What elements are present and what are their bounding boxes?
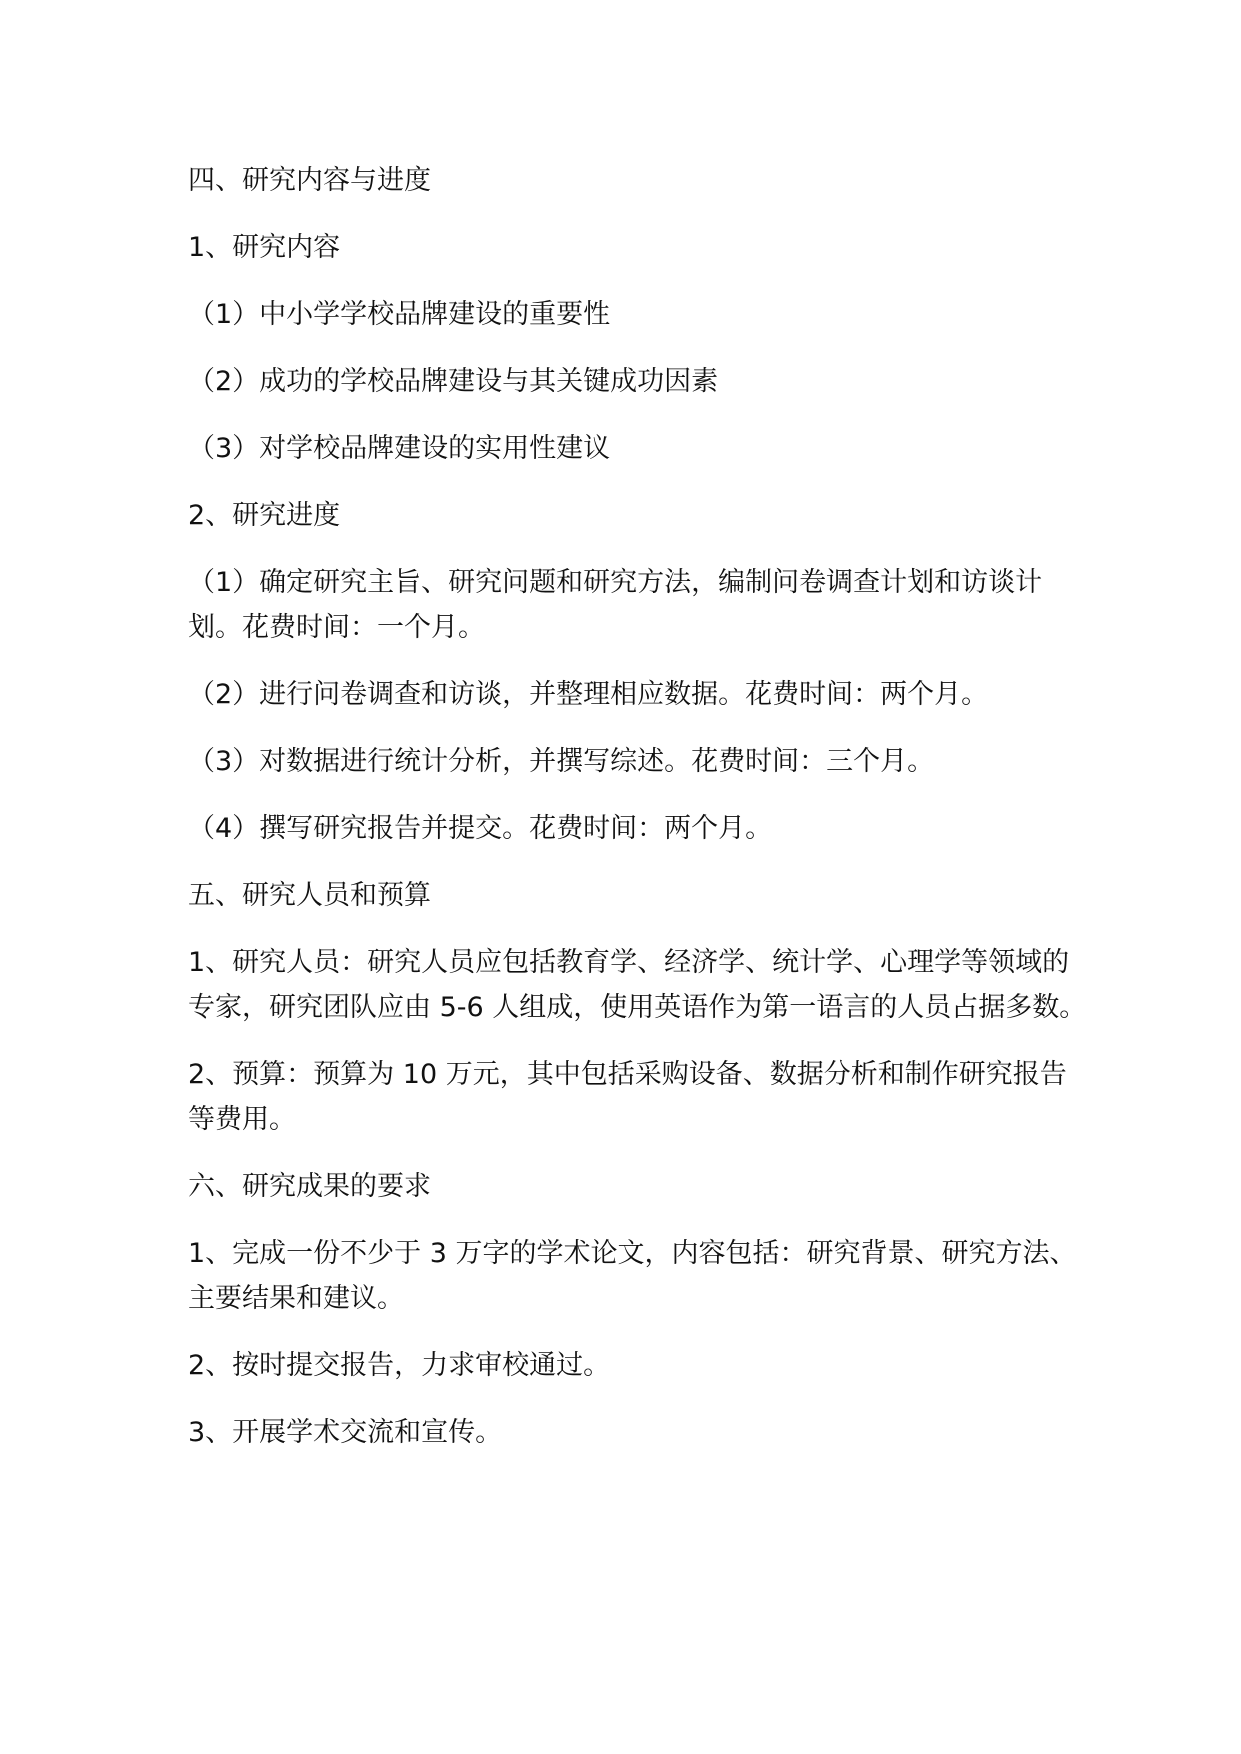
document-body	[188, 158, 1088, 1477]
body-paragraph: 3、开展学术交流和宣传。	[188, 1417, 503, 1448]
subsection-heading-research-progress: 2、研究进度	[188, 500, 341, 531]
list-item: （3）对数据进行统计分析，并撰写综述。花费时间：三个月。	[188, 746, 935, 777]
body-paragraph: 1、研究人员：研究人员应包括教育学、经济学、统计学、心理学等领域的专家，研究团队应由 5-6 人组成，使用英语作为第一语言的人员占据多数。	[188, 947, 1087, 1023]
list-item: （2）成功的学校品牌建设与其关键成功因素	[188, 366, 719, 397]
section-heading-5: 五、研究人员和预算	[188, 880, 431, 911]
list-item: （3）对学校品牌建设的实用性建议	[188, 433, 611, 464]
body-paragraph: 1、完成一份不少于 3 万字的学术论文，内容包括：研究背景、研究方法、主要结果和建议。	[188, 1238, 1077, 1314]
section-heading-6: 六、研究成果的要求	[188, 1171, 431, 1202]
list-item: （4）撰写研究报告并提交。花费时间：两个月。	[188, 813, 773, 844]
body-paragraph: 2、预算：预算为 10 万元，其中包括采购设备、数据分析和制作研究报告等费用。	[188, 1059, 1067, 1135]
section-heading-4: 四、研究内容与进度	[188, 165, 431, 196]
list-item: （1）确定研究主旨、研究问题和研究方法，编制问卷调查计划和访谈计划。花费时间：一个月。	[188, 567, 1043, 643]
body-paragraph: 2、按时提交报告，力求审校通过。	[188, 1350, 611, 1381]
subsection-heading-research-content: 1、研究内容	[188, 232, 341, 263]
list-item: （1）中小学学校品牌建设的重要性	[188, 299, 611, 330]
list-item: （2）进行问卷调查和访谈，并整理相应数据。花费时间：两个月。	[188, 679, 989, 710]
